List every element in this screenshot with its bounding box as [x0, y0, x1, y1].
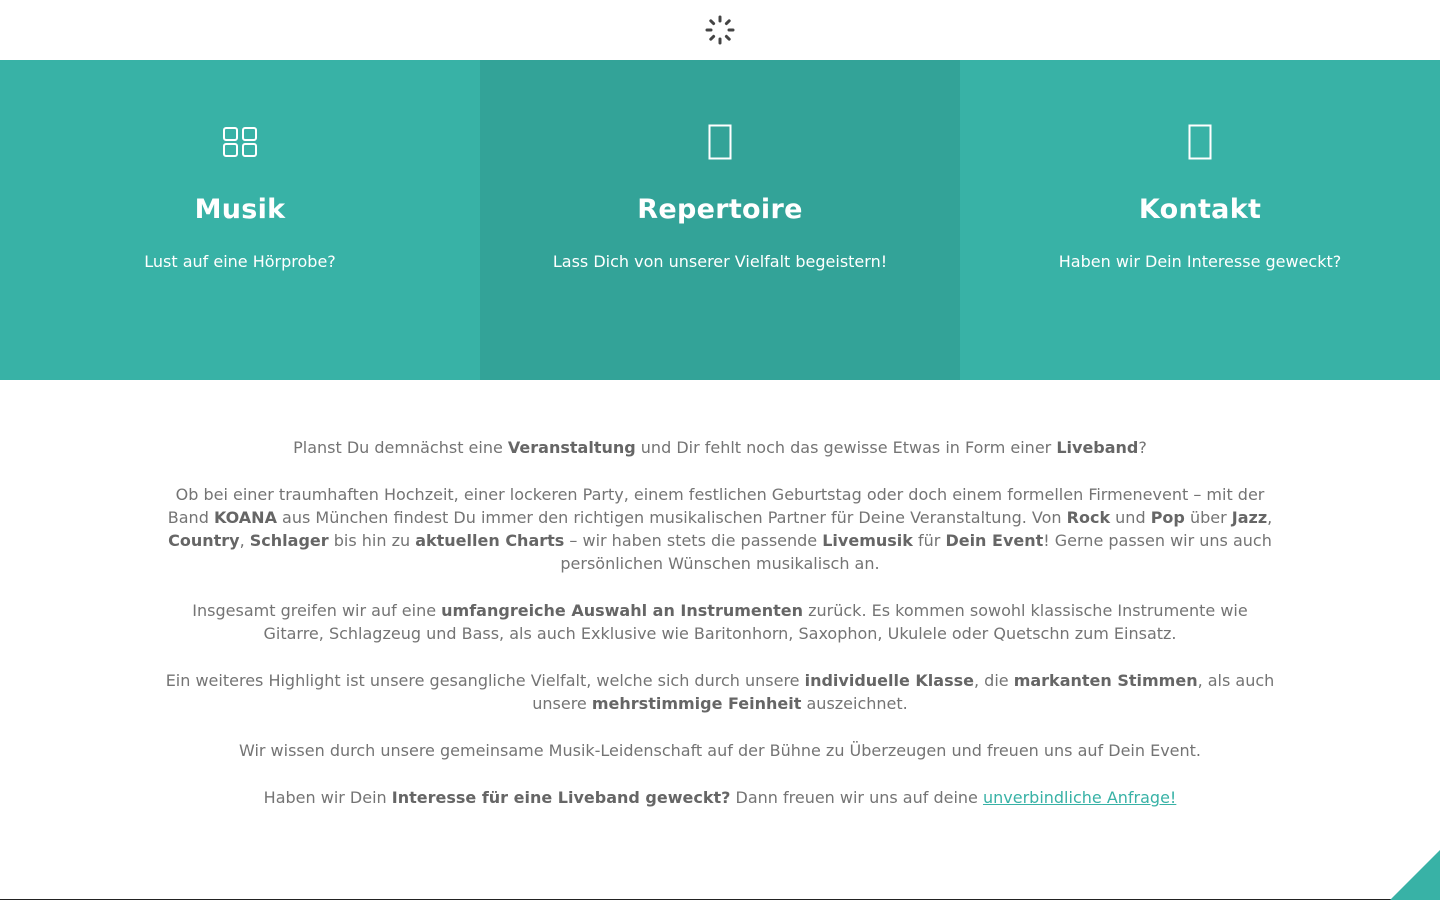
bold-text: mehrstimmige Feinheit: [591, 694, 802, 713]
bold-text: Rock: [1066, 508, 1111, 527]
bold-text: Veranstaltung: [507, 438, 636, 457]
text: Dann freuen wir uns auf deine: [730, 788, 983, 807]
document-icon: [480, 122, 960, 162]
bold-text: Liveband: [1056, 438, 1139, 457]
text: und: [1110, 508, 1151, 527]
feature-title: Kontakt: [1138, 194, 1262, 225]
bold-text: Interesse für eine Liveband geweckt?: [391, 788, 731, 807]
bold-text: Jazz: [1231, 508, 1268, 527]
loading-spinner-icon: [704, 14, 736, 46]
feature-title: Repertoire: [637, 194, 803, 225]
top-bar: [0, 0, 1440, 60]
bold-text: umfangreiche Auswahl an Instrumenten: [441, 601, 804, 620]
bold-text: Dein Event: [945, 531, 1044, 550]
text: Ob bei einer traumhaften Hochzeit, einer lockeren Party, einem festlichen Geburtstag oder doch einem formellen Firmenevent – mit der Band: [167, 485, 1265, 527]
intro-paragraph: [160, 483, 1280, 575]
feature-subtitle: Lass Dich von unserer Vielfalt begeistern!: [552, 252, 888, 271]
feature-musik[interactable]: [0, 60, 480, 380]
text: über: [1184, 508, 1232, 527]
intro-paragraph: [160, 739, 1280, 762]
feature-section: [0, 60, 1440, 380]
text: Wir wissen durch unsere gemeinsame Musik-Leidenschaft auf der Bühne zu Überzeugen und freuen uns auf Dein Event.: [238, 741, 1202, 760]
text: ,: [1267, 508, 1273, 527]
intro-paragraph: [160, 599, 1280, 645]
intro-paragraph: [160, 786, 1280, 809]
bold-text: Schlager: [249, 531, 329, 550]
text: zurück. Es kommen sowohl klassische Instrumente wie Gitarre, Schlagzeug und Bass, als auch Exklusive wie Baritonhorn, Saxophon, Ukulele oder Quetschn zum Einsatz.: [263, 601, 1248, 643]
bold-text: Pop: [1150, 508, 1185, 527]
bold-text: KOANA: [213, 508, 277, 527]
text: auszeichnet.: [801, 694, 908, 713]
bold-text: aktuellen Charts: [415, 531, 565, 550]
feature-subtitle: Lust auf eine Hörprobe?: [144, 252, 336, 271]
text: – wir haben stets die passende: [564, 531, 823, 550]
text: und Dir fehlt noch das gewisse Etwas in Form einer: [635, 438, 1057, 457]
text: , die: [973, 671, 1014, 690]
feature-subtitle: Haben wir Dein Interesse geweckt?: [1058, 252, 1342, 271]
text: ,: [239, 531, 250, 550]
bold-text: Country: [168, 531, 240, 550]
text: aus München findest Du immer den richtigen musikalischen Partner für Deine Veranstaltung. Von: [276, 508, 1067, 527]
bold-text: markanten Stimmen: [1013, 671, 1198, 690]
feature-kontakt[interactable]: [960, 60, 1440, 380]
text: Ein weiteres Highlight ist unsere gesangliche Vielfalt, welche sich durch unsere: [165, 671, 805, 690]
text: ?: [1138, 438, 1147, 457]
bold-text: individuelle Klasse: [804, 671, 974, 690]
phone-icon: [960, 122, 1440, 162]
text: bis hin zu: [328, 531, 416, 550]
intro-paragraph: [160, 669, 1280, 715]
bold-text: Livemusik: [822, 531, 913, 550]
inquiry-link[interactable]: unverbindliche Anfrage!: [982, 788, 1177, 807]
grid-icon: [0, 122, 480, 162]
text: Planst Du demnächst eine: [293, 438, 508, 457]
intro-text: [160, 436, 1280, 833]
intro-paragraph: [160, 436, 1280, 459]
text: für: [912, 531, 946, 550]
text: , als auch unsere: [532, 671, 1275, 713]
text: Haben wir Dein: [263, 788, 392, 807]
feature-repertoire[interactable]: [480, 60, 960, 380]
feature-title: Musik: [194, 194, 286, 225]
scroll-to-top-corner[interactable]: [1390, 850, 1440, 900]
text: ! Gerne passen wir uns auch persönlichen Wünschen musikalisch an.: [560, 531, 1272, 573]
text: Insgesamt greifen wir auf eine: [192, 601, 442, 620]
